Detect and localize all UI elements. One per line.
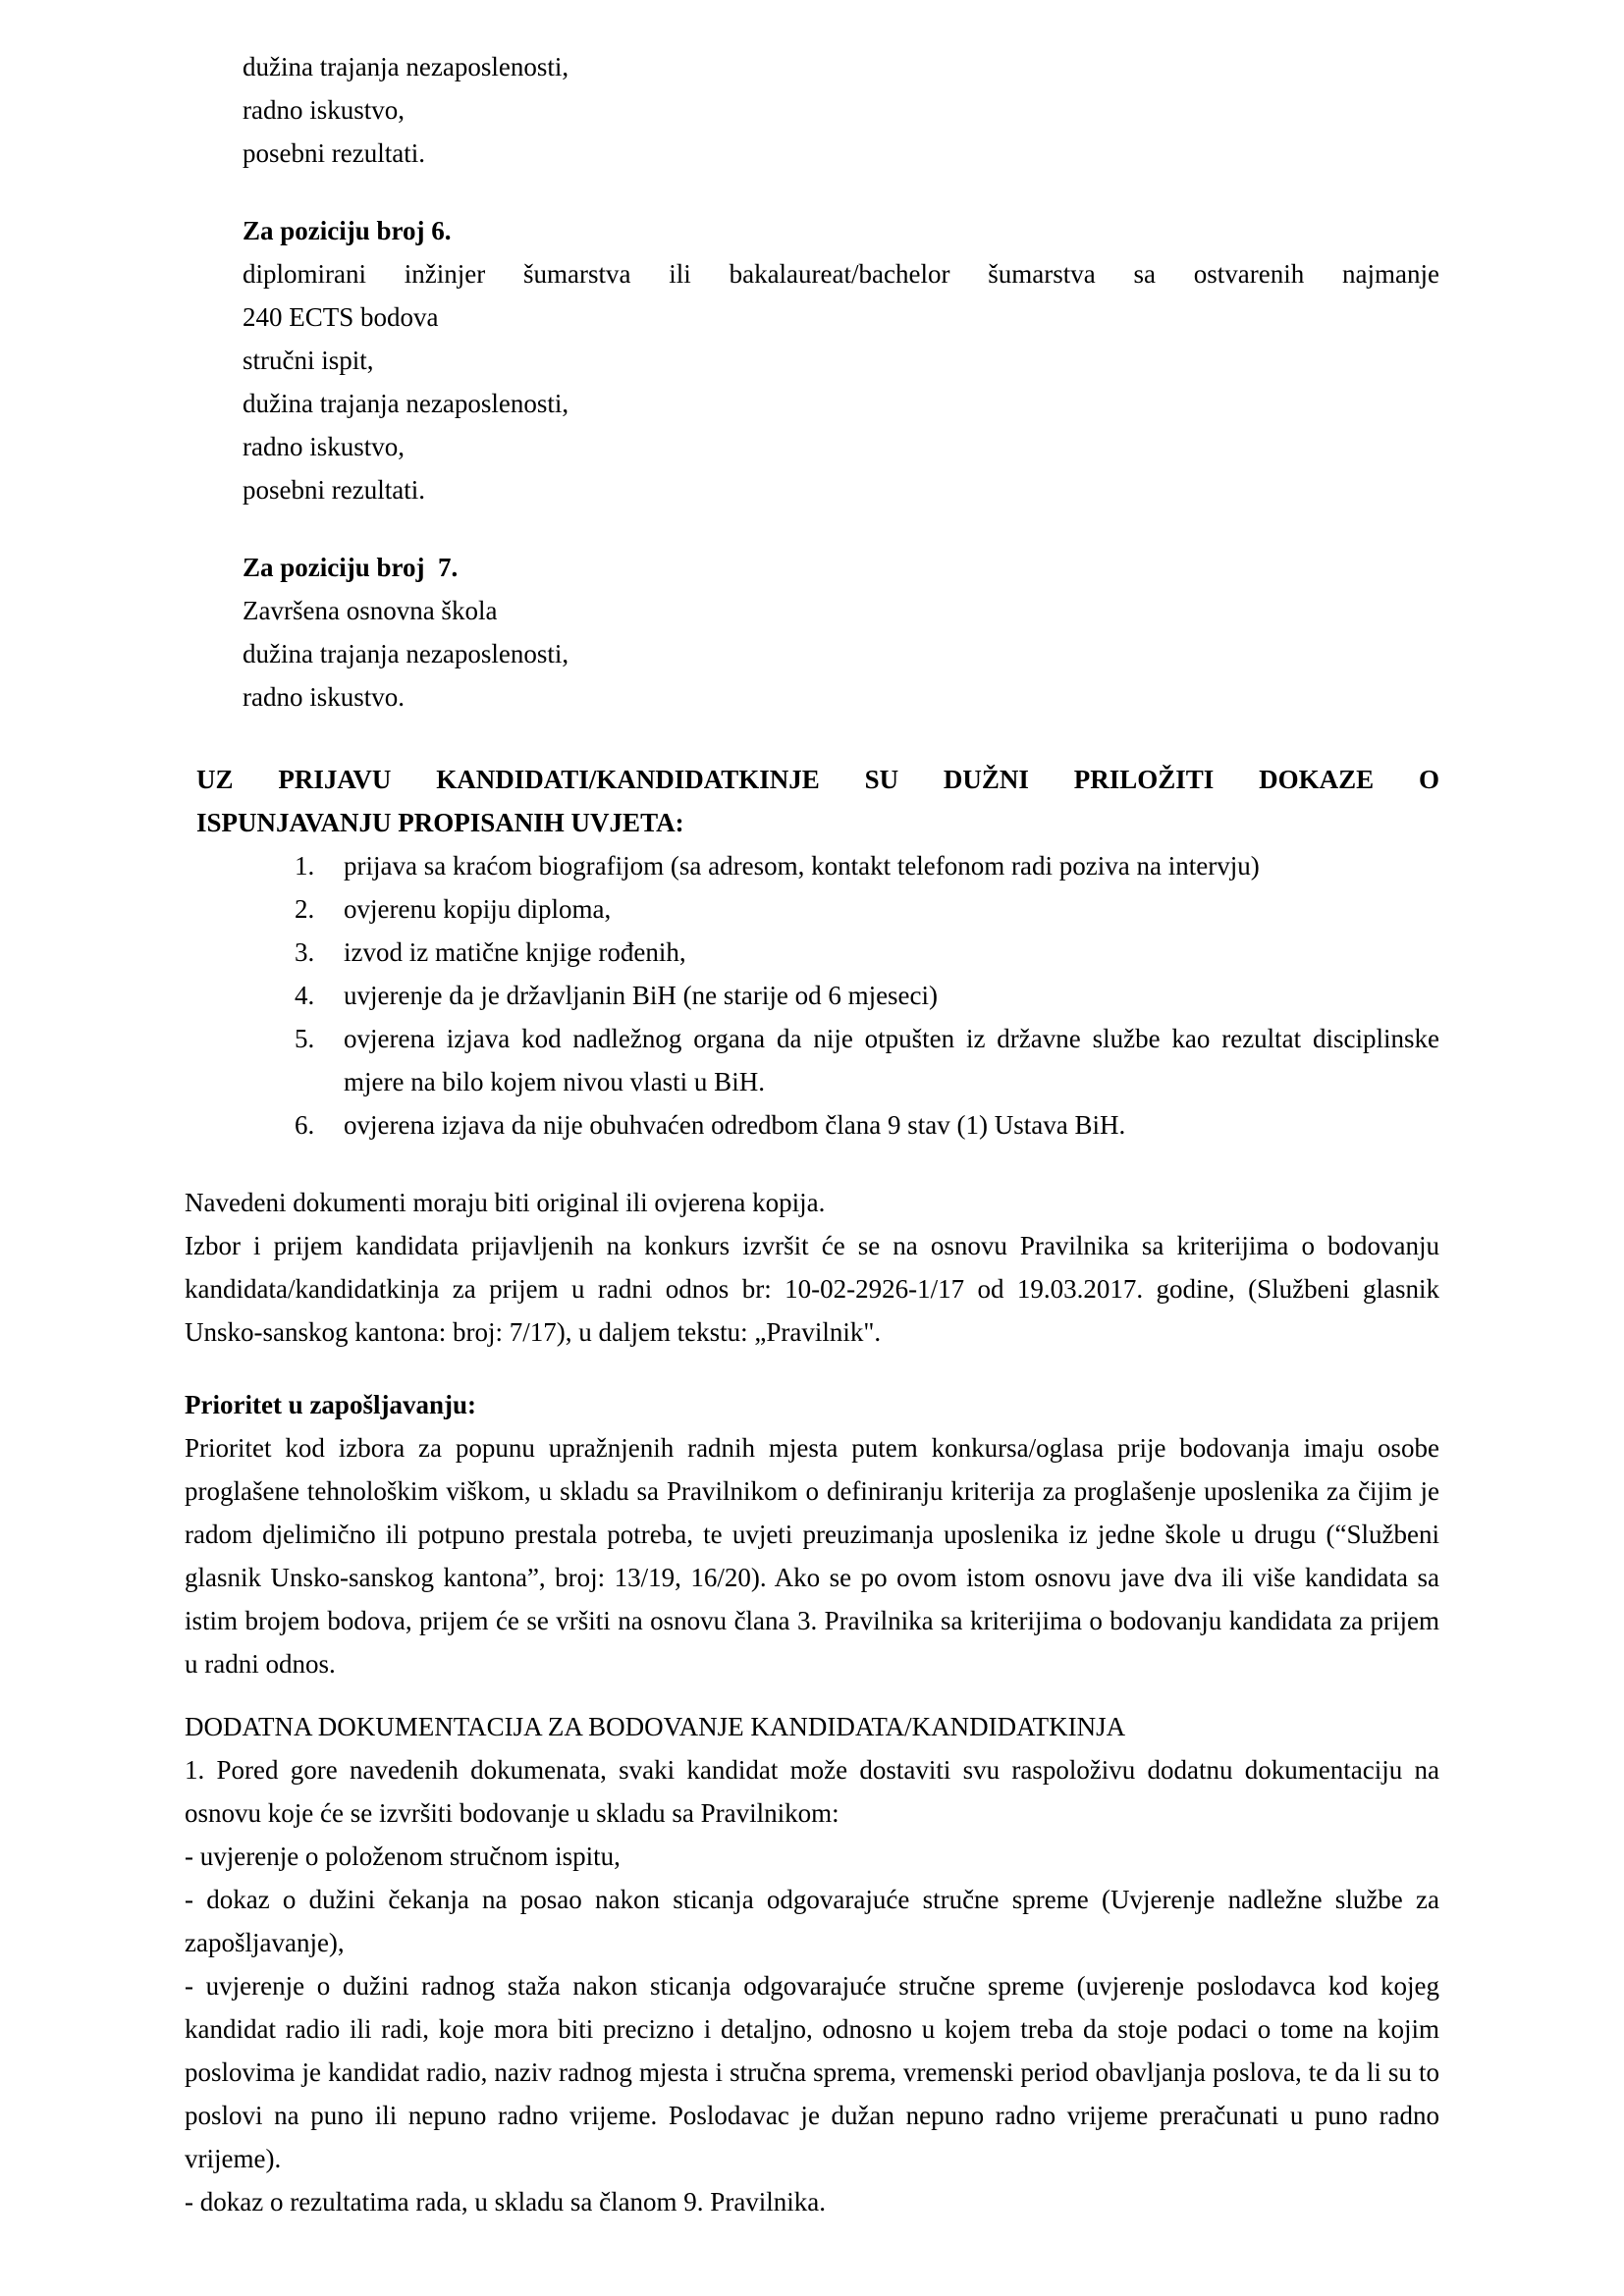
list-item bbox=[185, 844, 1439, 887]
priority-heading: Prioritet u zapošljavanju: bbox=[185, 1390, 476, 1419]
requirements-header-line2: ISPUNJAVANJU PROPISANIH UVJETA: bbox=[196, 808, 684, 837]
list-item bbox=[185, 1017, 1439, 1103]
requirements-header bbox=[185, 758, 1439, 844]
criteria-continued-block bbox=[185, 45, 1439, 175]
list-item-text: izvod iz matične knjige rođenih, bbox=[344, 937, 686, 967]
list-item-number: 6. bbox=[295, 1110, 315, 1140]
text-line: dužina trajanja nezaposlenosti, bbox=[243, 52, 569, 81]
list-item-number: 4. bbox=[295, 981, 315, 1010]
originals-note: Navedeni dokumenti moraju biti original ili ovjerena kopija. bbox=[185, 1188, 826, 1217]
list-item-text: ovjerena izjava da nije obuhvaćen odredbom člana 9 stav (1) Ustava BiH. bbox=[344, 1110, 1126, 1140]
text-line: radno iskustvo. bbox=[243, 682, 405, 712]
text-line: radno iskustvo, bbox=[243, 432, 405, 461]
additional-heading: DODATNA DOKUMENTACIJA ZA BODOVANJE KANDIDATA/KANDIDATKINJA bbox=[185, 1712, 1126, 1741]
position6-block bbox=[185, 209, 1439, 511]
text-line: radno iskustvo, bbox=[243, 95, 405, 125]
list-item-number: 5. bbox=[295, 1024, 315, 1053]
additional-item: - uvjerenje o dužini radnog staža nakon sticanja odgovarajuće stručne spreme (uvjerenje poslodavca kod kojeg kandidat radio ili radi, koje mora biti precizno i detaljno, odnosno u kojem treba da stoje podaci o tome na kojim poslovima je kandidat radio, naziv radnog mjesta i stručna sprema, vremenski period obavljanja poslova, te da li su to poslovi na puno ili nepuno radno vrijeme. Poslodavac je dužan nepuno radno vrijeme preračunati u puno radno vrijeme). bbox=[185, 1971, 1439, 2173]
list-item-number: 3. bbox=[295, 937, 315, 967]
text-line: dužina trajanja nezaposlenosti, bbox=[243, 389, 569, 418]
text-line: dužina trajanja nezaposlenosti, bbox=[243, 639, 569, 668]
list-item-number: 2. bbox=[295, 894, 315, 924]
list-item-text: ovjerenu kopiju diploma, bbox=[344, 894, 612, 924]
position7-heading: Za poziciju broj 7. bbox=[243, 553, 459, 582]
text-line: diplomirani inžinjer šumarstva ili bakalaureat/bachelor šumarstva sa ostvarenih najmanje bbox=[243, 259, 1439, 289]
additional-item: - dokaz o rezultatima rada, u skladu sa članom 9. Pravilnika. bbox=[185, 2187, 827, 2216]
priority-block bbox=[185, 1383, 1439, 1685]
list-item bbox=[185, 974, 1439, 1017]
text-line: 240 ECTS bodova bbox=[243, 302, 439, 332]
additional-item: - uvjerenje o položenom stručnom ispitu, bbox=[185, 1842, 621, 1871]
list-item bbox=[185, 931, 1439, 974]
priority-paragraph: Prioritet kod izbora za popunu upražnjenih radnih mjesta putem konkursa/oglasa prije bodovanja imaju osobe proglašene tehnološkim viškom, u skladu sa Pravilnikom o definiranju kriterija za proglašenje uposlenika za čijim je radom djelimično ili potpuno prestala potreba, te uvjeti preuzimanja uposlenika iz jedne škole u drugu (“Službeni glasnik Unsko-sanskog kantona”, broj: 13/19, 16/20). Ako se po ovom istom osnovu jave dva ili više kandidata sa istim brojem bodova, prijem će se vršiti na osnovu člana 3. Pravilnika sa kriterijima o bodovanju kandidata za prijem u radni odnos. bbox=[185, 1433, 1439, 1679]
list-item-text: ovjerena izjava kod nadležnog organa da nije otpušten iz državne službe kao rezultat disciplinske mjere na bilo kojem nivou vlasti u BiH. bbox=[344, 1024, 1439, 1096]
position7-block bbox=[185, 546, 1439, 719]
selection-paragraph: Izbor i prijem kandidata prijavljenih na konkurs izvršit će se na osnovu Pravilnika sa kriterijima o bodovanju kandidata/kandidatkinja za prijem u radni odnos br: 10-02-2926-1/17 od 19.03.2017. godine, (Službeni glasnik Unsko-sanskog kantona: broj: 7/17), u daljem tekstu: „Pravilnik". bbox=[185, 1231, 1439, 1347]
text-line: posebni rezultati. bbox=[243, 475, 425, 505]
required-documents-list bbox=[185, 844, 1439, 1147]
requirements-header-line1: UZ PRIJAVU KANDIDATI/KANDIDATKINJE SU DUŽNI PRILOŽITI DOKAZE O bbox=[196, 765, 1439, 794]
list-item-text: uvjerenje da je državljanin BiH (ne starije od 6 mjeseci) bbox=[344, 981, 939, 1010]
additional-documentation-block bbox=[185, 1705, 1439, 2223]
text-line: posebni rezultati. bbox=[243, 138, 425, 168]
text-line: stručni ispit, bbox=[243, 346, 374, 375]
additional-intro: 1. Pored gore navedenih dokumenata, svaki kandidat može dostaviti svu raspoloživu dodatnu dokumentaciju na osnovu koje će se izvršiti bodovanje u skladu sa Pravilnikom: bbox=[185, 1755, 1439, 1828]
list-item-number: 1. bbox=[295, 851, 315, 881]
list-item-text: prijava sa kraćom biografijom (sa adresom, kontakt telefonom radi poziva na intervju) bbox=[344, 851, 1260, 881]
list-item bbox=[185, 887, 1439, 931]
additional-item: - dokaz o dužini čekanja na posao nakon sticanja odgovarajuće stručne spreme (Uvjerenje nadležne službe za zapošljavanje), bbox=[185, 1885, 1439, 1957]
position6-heading: Za poziciju broj 6. bbox=[243, 216, 452, 245]
list-item bbox=[185, 1103, 1439, 1147]
text-line: Završena osnovna škola bbox=[243, 596, 498, 625]
